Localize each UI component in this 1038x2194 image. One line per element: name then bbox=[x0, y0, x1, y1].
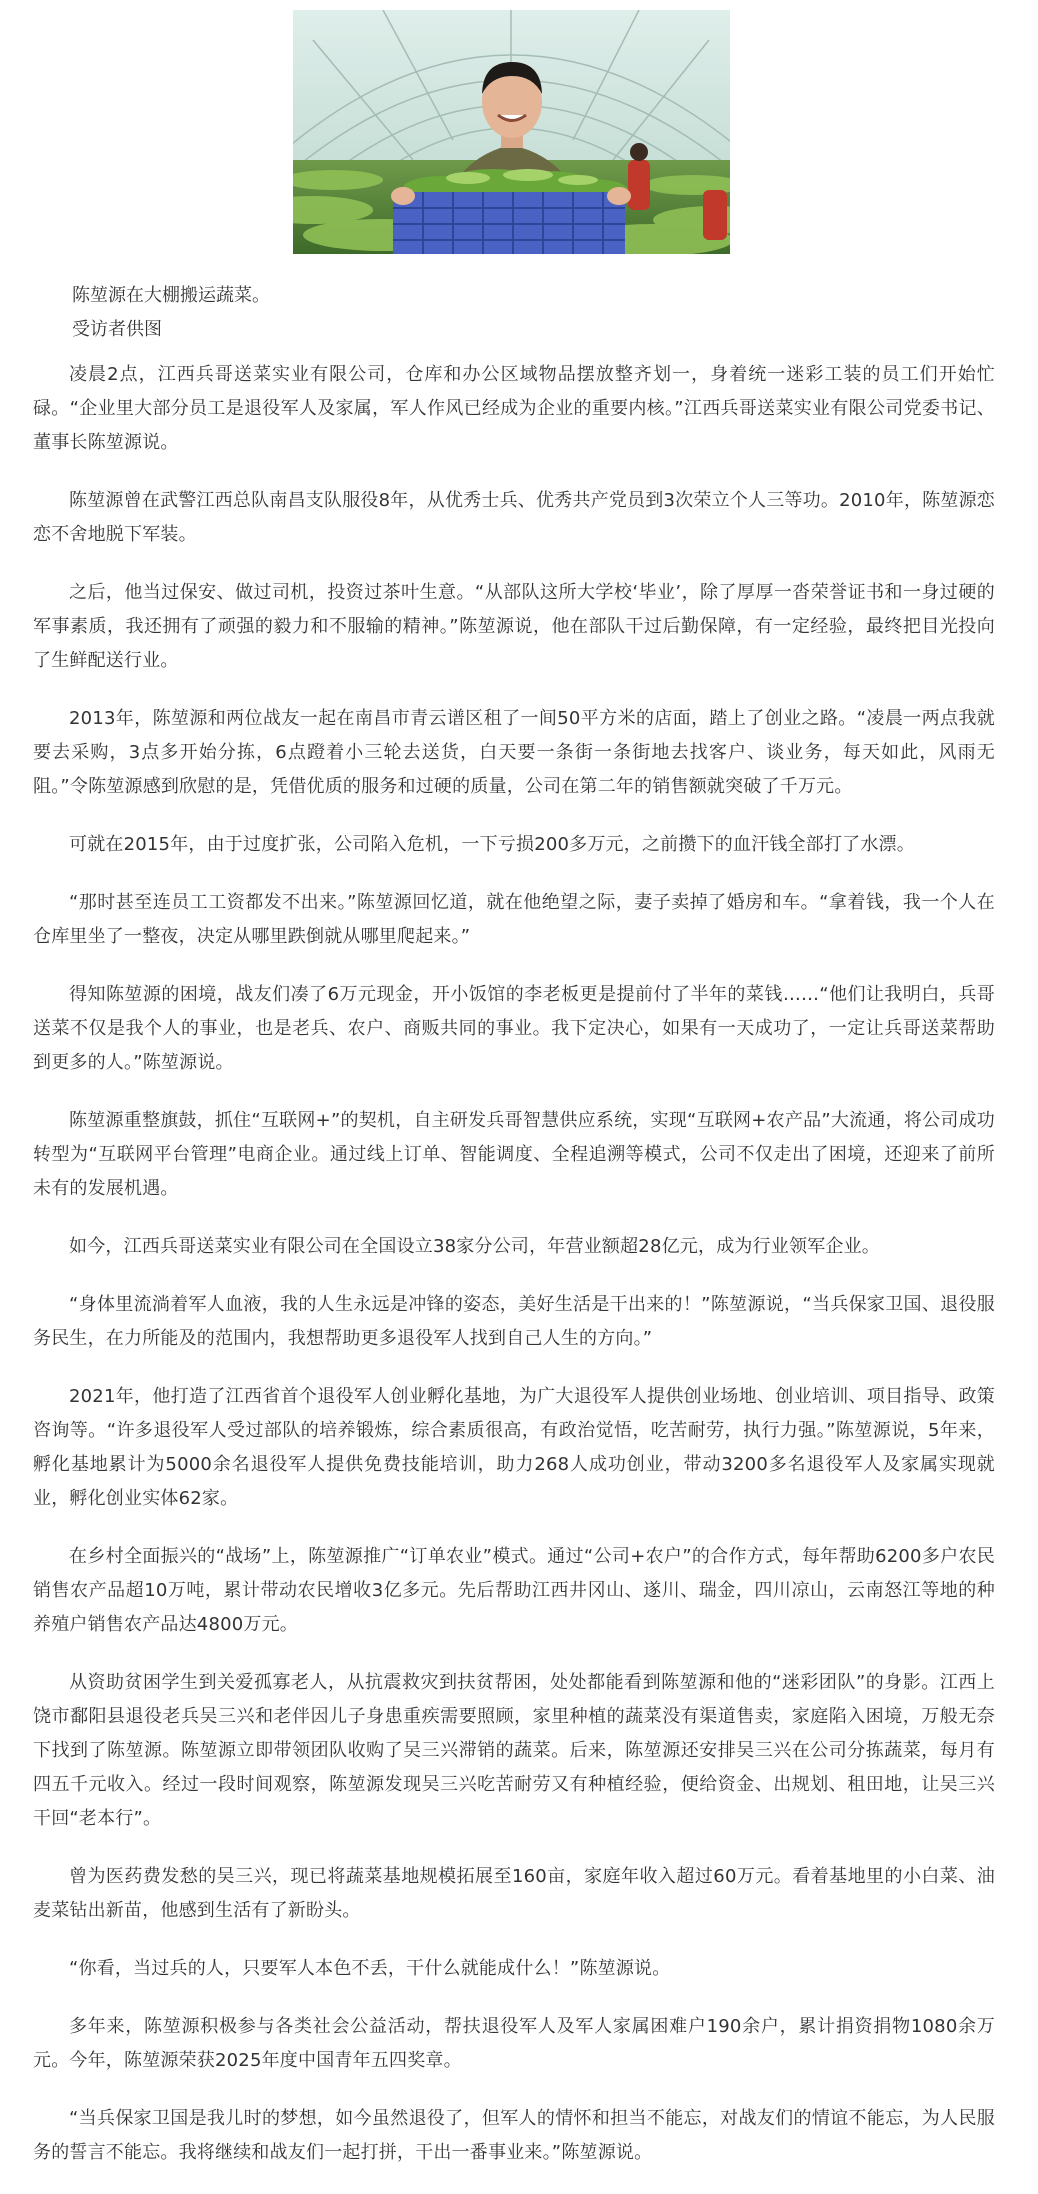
paragraph: “那时甚至连员工工资都发不出来。”陈堃源回忆道，就在他绝望之际，妻子卖掉了婚房和车。“拿着钱，我一个人在仓库里坐了一整夜，决定从哪里跌倒就从哪里爬起来。” bbox=[33, 892, 995, 947]
paragraph: 陈堃源重整旗鼓，抓住“互联网+”的契机，自主研发兵哥智慧供应系统，实现“互联网+农产品”大流通，将公司成功转型为“互联网平台管理”电商企业。通过线上订单、智能调度、全程追溯等模式，公司不仅走出了困境，还迎来了前所未有的发展机遇。 bbox=[33, 1110, 995, 1199]
paragraph: 得知陈堃源的困境，战友们凑了6万元现金，开小饭馆的李老板更是提前付了半年的菜钱……“他们让我明白，兵哥送菜不仅是我个人的事业，也是老兵、农户、商贩共同的事业。我下定决心，如果有一天成功了，一定让兵哥送菜帮助到更多的人。”陈堃源说。 bbox=[33, 984, 995, 1073]
caption-credit: 受访者供图 bbox=[72, 319, 162, 340]
paragraph: 可就在2015年，由于过度扩张，公司陷入危机，一下亏损200多万元，之前攒下的血汗钱全部打了水漂。 bbox=[69, 834, 915, 855]
paragraph: 2021年，他打造了江西省首个退役军人创业孵化基地，为广大退役军人提供创业场地、创业培训、项目指导、政策咨询等。“许多退役军人受过部队的培养锻炼，综合素质很高，有政治觉悟，吃苦耐劳，执行力强。”陈堃源说，5年来，孵化基地累计为5000余名退役军人提供免费技能培训，助力268人成功创业，带动3200多名退役军人及家属实现就业，孵化创业实体62家。 bbox=[33, 1386, 995, 1509]
photo-caption bbox=[72, 279, 270, 347]
paragraph: 凌晨2点，江西兵哥送菜实业有限公司，仓库和办公区域物品摆放整齐划一，身着统一迷彩工装的员工们开始忙碌。“企业里大部分员工是退役军人及家属，军人作风已经成为企业的重要内核。”江西兵哥送菜实业有限公司党委书记、董事长陈堃源说。 bbox=[33, 364, 995, 453]
article-photo bbox=[293, 10, 730, 254]
paragraph: 陈堃源曾在武警江西总队南昌支队服役8年，从优秀士兵、优秀共产党员到3次荣立个人三等功。2010年，陈堃源恋恋不舍地脱下军装。 bbox=[33, 490, 995, 545]
paragraph: 多年来，陈堃源积极参与各类社会公益活动，帮扶退役军人及军人家属困难户190余户，累计捐资捐物1080余万元。今年，陈堃源荣获2025年度中国青年五四奖章。 bbox=[33, 2016, 995, 2071]
paragraph: 如今，江西兵哥送菜实业有限公司在全国设立38家分公司，年营业额超28亿元，成为行业领军企业。 bbox=[69, 1236, 881, 1257]
caption-text: 陈堃源在大棚搬运蔬菜。 bbox=[72, 285, 270, 306]
paragraph: “你看，当过兵的人，只要军人本色不丢，干什么就能成什么！”陈堃源说。 bbox=[69, 1958, 671, 1979]
paragraph: 在乡村全面振兴的“战场”上，陈堃源推广“订单农业”模式。通过“公司+农户”的合作方式，每年帮助6200多户农民销售农产品超10万吨，累计带动农民增收3亿多元。先后帮助江西井冈山、遂川、瑞金，四川凉山，云南怒江等地的种养殖户销售农产品达4800万元。 bbox=[33, 1546, 995, 1635]
paragraph: “当兵保家卫国是我儿时的梦想，如今虽然退役了，但军人的情怀和担当不能忘，对战友们的情谊不能忘，为人民服务的誓言不能忘。我将继续和战友们一起打拼，干出一番事业来。”陈堃源说。 bbox=[33, 2108, 995, 2163]
paragraph: 2013年，陈堃源和两位战友一起在南昌市青云谱区租了一间50平方米的店面，踏上了创业之路。“凌晨一两点我就要去采购，3点多开始分拣，6点蹬着小三轮去送货，白天要一条街一条街地去找客户、谈业务，每天如此，风雨无阻。”令陈堃源感到欣慰的是，凭借优质的服务和过硬的质量，公司在第二年的销售额就突破了千万元。 bbox=[33, 708, 995, 797]
paragraph: 曾为医药费发愁的吴三兴，现已将蔬菜基地规模拓展至160亩，家庭年收入超过60万元。看着基地里的小白菜、油麦菜钻出新苗，他感到生活有了新盼头。 bbox=[33, 1866, 995, 1921]
paragraph: “身体里流淌着军人血液，我的人生永远是冲锋的姿态，美好生活是干出来的！”陈堃源说，“当兵保家卫国、退役服务民生，在力所能及的范围内，我想帮助更多退役军人找到自己人生的方向。” bbox=[33, 1294, 995, 1349]
greenhouse-photo-icon bbox=[293, 10, 730, 254]
article-body bbox=[33, 358, 995, 2194]
paragraph: 之后，他当过保安、做过司机，投资过茶叶生意。“从部队这所大学校‘毕业’，除了厚厚一沓荣誉证书和一身过硬的军事素质，我还拥有了顽强的毅力和不服输的精神。”陈堃源说，他在部队干过后勤保障，有一定经验，最终把目光投向了生鲜配送行业。 bbox=[33, 582, 995, 671]
paragraph: 从资助贫困学生到关爱孤寡老人，从抗震救灾到扶贫帮困，处处都能看到陈堃源和他的“迷彩团队”的身影。江西上饶市鄱阳县退役老兵吴三兴和老伴因儿子身患重疾需要照顾，家里种植的蔬菜没有渠道售卖，家庭陷入困境，万般无奈下找到了陈堃源。陈堃源立即带领团队收购了吴三兴滞销的蔬菜。后来，陈堃源还安排吴三兴在公司分拣蔬菜，每月有四五千元收入。经过一段时间观察，陈堃源发现吴三兴吃苦耐劳又有种植经验，便给资金、出规划、租田地，让吴三兴干回“老本行”。 bbox=[33, 1672, 995, 1829]
